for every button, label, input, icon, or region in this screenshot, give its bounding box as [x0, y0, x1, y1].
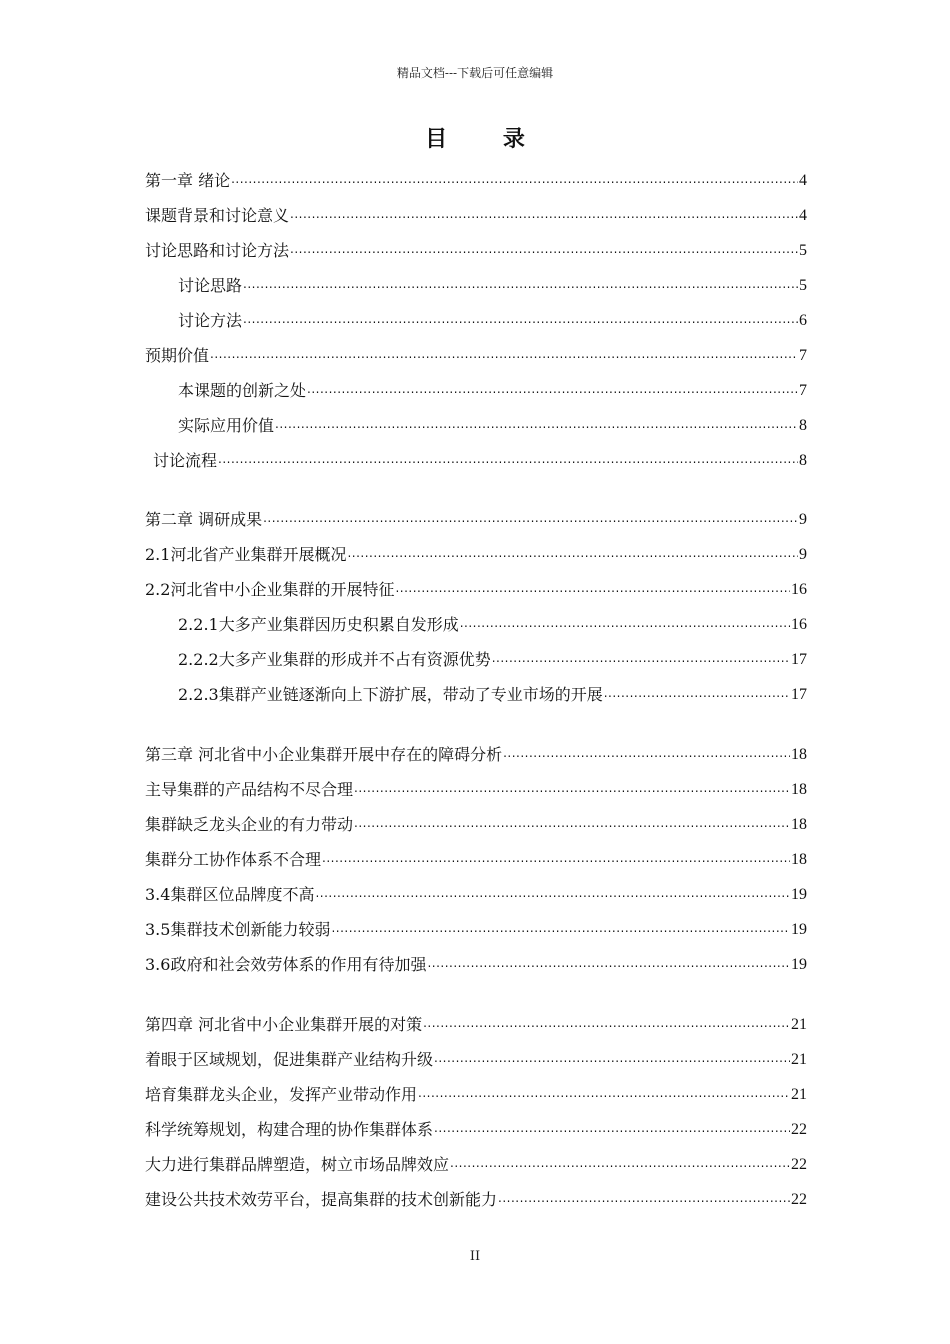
toc-entry-label: 讨论方法	[178, 311, 243, 330]
toc-entry-label: 2.2.3集群产业链逐渐向上下游扩展，带动了专业市场的开展	[178, 685, 603, 704]
toc-entry-page: 9	[799, 546, 807, 563]
toc-entry-page: 4	[799, 172, 807, 189]
toc-leader-dots	[243, 312, 798, 332]
toc-entry-label: 本课题的创新之处	[178, 381, 307, 400]
page-number: II	[469, 1249, 481, 1264]
toc-entry-label: 3.5集群技术创新能力较弱	[145, 920, 331, 939]
toc-entry-label: 科学统筹规划，构建合理的协作集群体系	[145, 1120, 434, 1139]
toc-leader-dots	[460, 616, 790, 636]
toc-entry-label: 讨论思路	[178, 276, 243, 295]
page-title: 目 录	[425, 126, 549, 152]
toc-entry-page: 21	[791, 1086, 807, 1103]
toc-entry-page: 17	[791, 686, 807, 703]
toc-entry-label: 集群分工协作体系不合理	[145, 850, 322, 869]
toc-entry-page: 22	[791, 1191, 807, 1208]
toc-entry[interactable]	[145, 1080, 807, 1106]
toc-entry[interactable]	[145, 740, 807, 766]
toc-leader-dots	[322, 851, 790, 871]
toc-entry-label: 第四章 河北省中小企业集群开展的对策	[145, 1015, 423, 1034]
toc-entry[interactable]	[145, 950, 807, 976]
toc-leader-dots	[347, 546, 798, 566]
toc-entry[interactable]	[145, 1185, 807, 1211]
toc-leader-dots	[231, 172, 798, 192]
toc-entry-label: 培育集群龙头企业，发挥产业带动作用	[145, 1085, 418, 1104]
toc-leader-dots	[315, 886, 790, 906]
toc-entry[interactable]	[178, 271, 807, 297]
toc-leader-dots	[275, 417, 798, 437]
toc-entry-label: 2.2河北省中小企业集群的开展特征	[145, 580, 395, 599]
toc-leader-dots	[218, 452, 798, 472]
toc-leader-dots	[354, 816, 790, 836]
toc-entry[interactable]	[145, 201, 807, 227]
toc-entry[interactable]	[145, 1150, 807, 1176]
toc-entry-page: 18	[791, 781, 807, 798]
toc-entry-label: 3.6政府和社会效劳体系的作用有待加强	[145, 955, 427, 974]
toc-entry[interactable]	[145, 505, 807, 531]
toc-entry[interactable]	[178, 376, 807, 402]
toc-entry[interactable]	[178, 306, 807, 332]
toc-leader-dots	[604, 686, 790, 706]
toc-leader-dots	[418, 1086, 790, 1106]
toc-entry[interactable]	[145, 575, 807, 601]
toc-entry[interactable]	[145, 810, 807, 836]
toc-entry[interactable]	[145, 1115, 807, 1141]
toc-entry[interactable]	[153, 446, 807, 472]
toc-leader-dots	[423, 1016, 790, 1036]
toc-leader-dots	[290, 207, 798, 227]
toc-entry[interactable]	[145, 845, 807, 871]
toc-entry-page: 18	[791, 746, 807, 763]
toc-entry-page: 19	[791, 921, 807, 938]
toc-entry-label: 第二章 调研成果	[145, 510, 263, 529]
toc-leader-dots	[210, 347, 798, 367]
toc-entry-page: 21	[791, 1051, 807, 1068]
toc-entry-label: 2.2.2大多产业集群的形成并不占有资源优势	[178, 650, 491, 669]
toc-entry-label: 2.2.1大多产业集群因历史积累自发形成	[178, 615, 459, 634]
toc-entry-label: 3.4集群区位品牌度不高	[145, 885, 315, 904]
toc-entry[interactable]	[145, 880, 807, 906]
toc-entry-page: 4	[799, 207, 807, 224]
toc-entry-page: 21	[791, 1016, 807, 1033]
toc-leader-dots	[395, 581, 790, 601]
toc-leader-dots	[450, 1156, 790, 1176]
toc-entry[interactable]	[145, 341, 807, 367]
toc-entry[interactable]	[145, 236, 807, 262]
toc-entry-page: 6	[799, 312, 807, 329]
toc-entry[interactable]	[145, 1010, 807, 1036]
toc-entry-label: 课题背景和讨论意义	[145, 206, 290, 225]
toc-leader-dots	[503, 746, 790, 766]
toc-entry-label: 第一章 绪论	[145, 171, 231, 190]
toc-leader-dots	[243, 277, 798, 297]
toc-entry-page: 5	[799, 277, 807, 294]
toc-entry-label: 讨论思路和讨论方法	[145, 241, 290, 260]
toc-leader-dots	[434, 1051, 790, 1071]
toc-entry[interactable]	[145, 1045, 807, 1071]
toc-entry-page: 18	[791, 816, 807, 833]
toc-entry[interactable]	[178, 411, 807, 437]
toc-entry-label: 大力进行集群品牌塑造，树立市场品牌效应	[145, 1155, 450, 1174]
toc-entry[interactable]	[145, 775, 807, 801]
toc-entry[interactable]	[145, 166, 807, 192]
toc-entry[interactable]	[178, 680, 807, 706]
toc-entry-page: 22	[791, 1156, 807, 1173]
toc-leader-dots	[354, 781, 790, 801]
toc-entry-page: 5	[799, 242, 807, 259]
toc-entry-label: 预期价值	[145, 346, 210, 365]
toc-leader-dots	[307, 382, 798, 402]
toc-entry-label: 2.1河北省产业集群开展概况	[145, 545, 347, 564]
toc-entry-page: 19	[791, 956, 807, 973]
toc-leader-dots	[290, 242, 798, 262]
toc-entry-page: 8	[799, 452, 807, 469]
toc-entry-page: 16	[791, 581, 807, 598]
toc-leader-dots	[427, 956, 790, 976]
toc-leader-dots	[498, 1191, 790, 1211]
toc-leader-dots	[331, 921, 790, 941]
toc-entry-label: 集群缺乏龙头企业的有力带动	[145, 815, 354, 834]
toc-entry-page: 22	[791, 1121, 807, 1138]
toc-entry-page: 9	[799, 511, 807, 528]
toc-entry-page: 19	[791, 886, 807, 903]
toc-leader-dots	[263, 511, 798, 531]
toc-entry-page: 8	[799, 417, 807, 434]
toc-entry[interactable]	[145, 915, 807, 941]
toc-entry-page: 17	[791, 651, 807, 668]
toc-entry-label: 主导集群的产品结构不尽合理	[145, 780, 354, 799]
toc-entry[interactable]	[178, 610, 807, 636]
toc-leader-dots	[492, 651, 790, 671]
toc-entry-label: 建设公共技术效劳平台，提高集群的技术创新能力	[145, 1190, 498, 1209]
toc-entry-label: 着眼于区域规划，促进集群产业结构升级	[145, 1050, 434, 1069]
toc-entry[interactable]	[145, 540, 807, 566]
toc-entry-page: 18	[791, 851, 807, 868]
toc-entry-label: 第三章 河北省中小企业集群开展中存在的障碍分析	[145, 745, 503, 764]
toc-entry-label: 实际应用价值	[178, 416, 275, 435]
toc-entry-page: 7	[799, 382, 807, 399]
toc-entry-page: 16	[791, 616, 807, 633]
toc-entry-page: 7	[799, 347, 807, 364]
toc-leader-dots	[434, 1121, 790, 1141]
toc-entry-label: 讨论流程	[153, 451, 218, 470]
toc-entry[interactable]	[178, 645, 807, 671]
page-header: 精品文档---下载后可任意编辑	[396, 66, 554, 80]
